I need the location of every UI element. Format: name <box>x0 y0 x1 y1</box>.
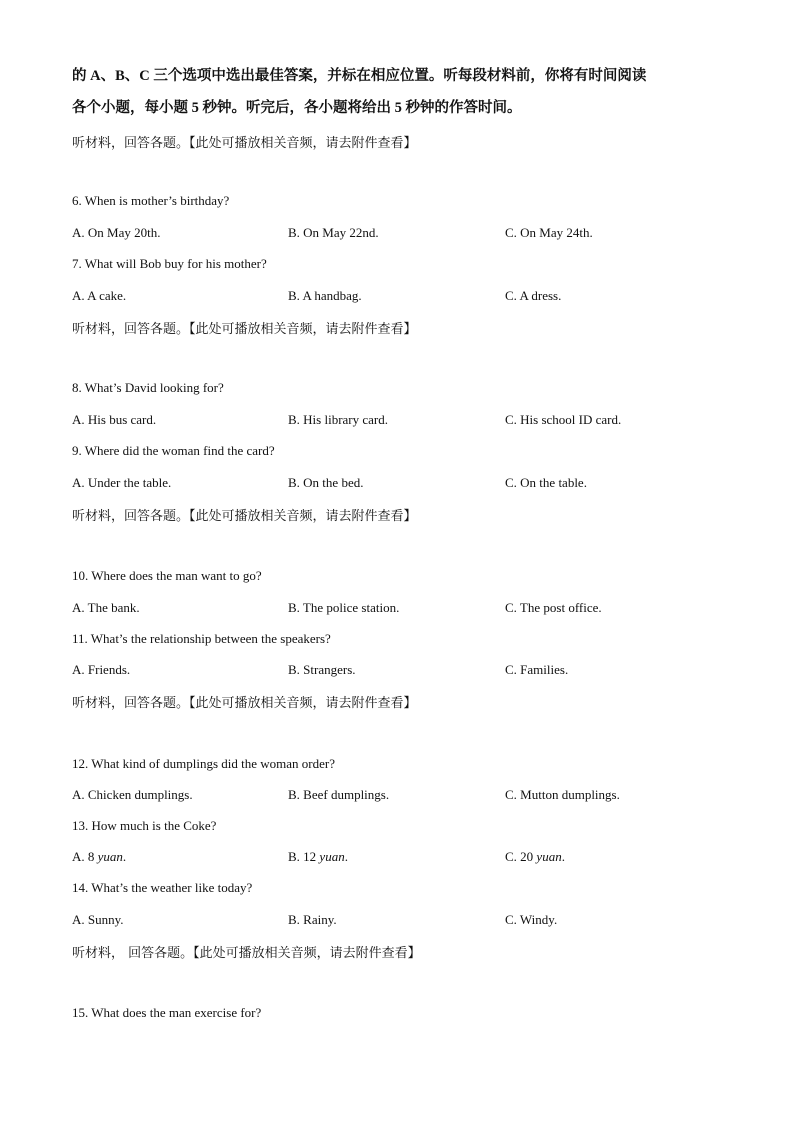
question-6: 6. When is mother’s birthday? <box>72 193 230 208</box>
question-8: 8. What’s David looking for? <box>72 380 224 395</box>
q7-option-b: B. A handbag. <box>288 288 362 303</box>
q6-option-a: A. On May 20th. <box>72 225 161 240</box>
period: . <box>122 849 127 864</box>
q8-option-a: A. His bus card. <box>72 412 157 427</box>
q9-option-c: C. On the table. <box>505 475 587 490</box>
currency-unit: yuan <box>319 849 345 864</box>
period: . <box>344 849 348 864</box>
question-15: 15. What does the man exercise for? <box>72 1005 262 1020</box>
q11-option-c: C. Families. <box>505 662 569 677</box>
question-13: 13. How much is the Coke? <box>72 818 217 833</box>
audio-note: 听材料，回答各题。【此处可播放相关音频，请去附件查看】 <box>72 322 417 337</box>
question-9: 9. Where did the woman find the card? <box>72 443 275 458</box>
q10-option-c: C. The post office. <box>505 600 602 615</box>
q12-option-b: B. Beef dumplings. <box>288 787 390 802</box>
option-prefix: B. 12 <box>288 849 320 864</box>
q6-option-c: C. On May 24th. <box>505 225 593 240</box>
q9-option-b: B. On the bed. <box>288 475 364 490</box>
q9-option-a: A. Under the table. <box>72 475 172 490</box>
currency-unit: yuan <box>97 849 123 864</box>
q12-option-c: C. Mutton dumplings. <box>505 787 620 802</box>
currency-unit: yuan <box>536 849 562 864</box>
instruction-line-2: 各个小题，每小题 5 秒钟。听完后，各小题将给出 5 秒钟的作答时间。 <box>72 100 522 116</box>
q10-option-b: B. The police station. <box>288 600 400 615</box>
q13-option-a <box>72 849 126 865</box>
question-11: 11. What’s the relationship between the speakers? <box>72 631 331 646</box>
q11-option-b: B. Strangers. <box>288 662 356 677</box>
period: . <box>561 849 565 864</box>
q7-option-c: C. A dress. <box>505 288 562 303</box>
q12-option-a: A. Chicken dumplings. <box>72 787 193 802</box>
question-14: 14. What’s the weather like today? <box>72 880 253 895</box>
q6-option-b: B. On May 22nd. <box>288 225 379 240</box>
q10-option-a: A. The bank. <box>72 600 140 615</box>
option-prefix: C. 20 <box>505 849 537 864</box>
option-prefix: A. 8 <box>72 849 98 864</box>
question-10: 10. Where does the man want to go? <box>72 568 262 583</box>
q11-option-a: A. Friends. <box>72 662 131 677</box>
q8-option-b: B. His library card. <box>288 412 389 427</box>
q13-option-c <box>505 849 565 865</box>
q13-option-b <box>288 849 348 865</box>
instruction-line-1: 的 A、B、C 三个选项中选出最佳答案，并标在相应位置。听每段材料前，你将有时间阅读 <box>72 68 647 84</box>
q8-option-c: C. His school ID card. <box>505 412 622 427</box>
q14-option-b: B. Rainy. <box>288 912 337 927</box>
q14-option-a: A. Sunny. <box>72 912 124 927</box>
audio-note: 听材料，回答各题。【此处可播放相关音频，请去附件查看】 <box>72 696 417 711</box>
audio-note: 听材料，回答各题。【此处可播放相关音频，请去附件查看】 <box>72 136 417 151</box>
q14-option-c: C. Windy. <box>505 912 558 927</box>
question-7: 7. What will Bob buy for his mother? <box>72 256 267 271</box>
audio-note: 听材料， 回答各题。【此处可播放相关音频，请去附件查看】 <box>72 946 421 961</box>
question-12: 12. What kind of dumplings did the woman order? <box>72 756 335 771</box>
audio-note: 听材料，回答各题。【此处可播放相关音频，请去附件查看】 <box>72 509 417 524</box>
q7-option-a: A. A cake. <box>72 288 127 303</box>
